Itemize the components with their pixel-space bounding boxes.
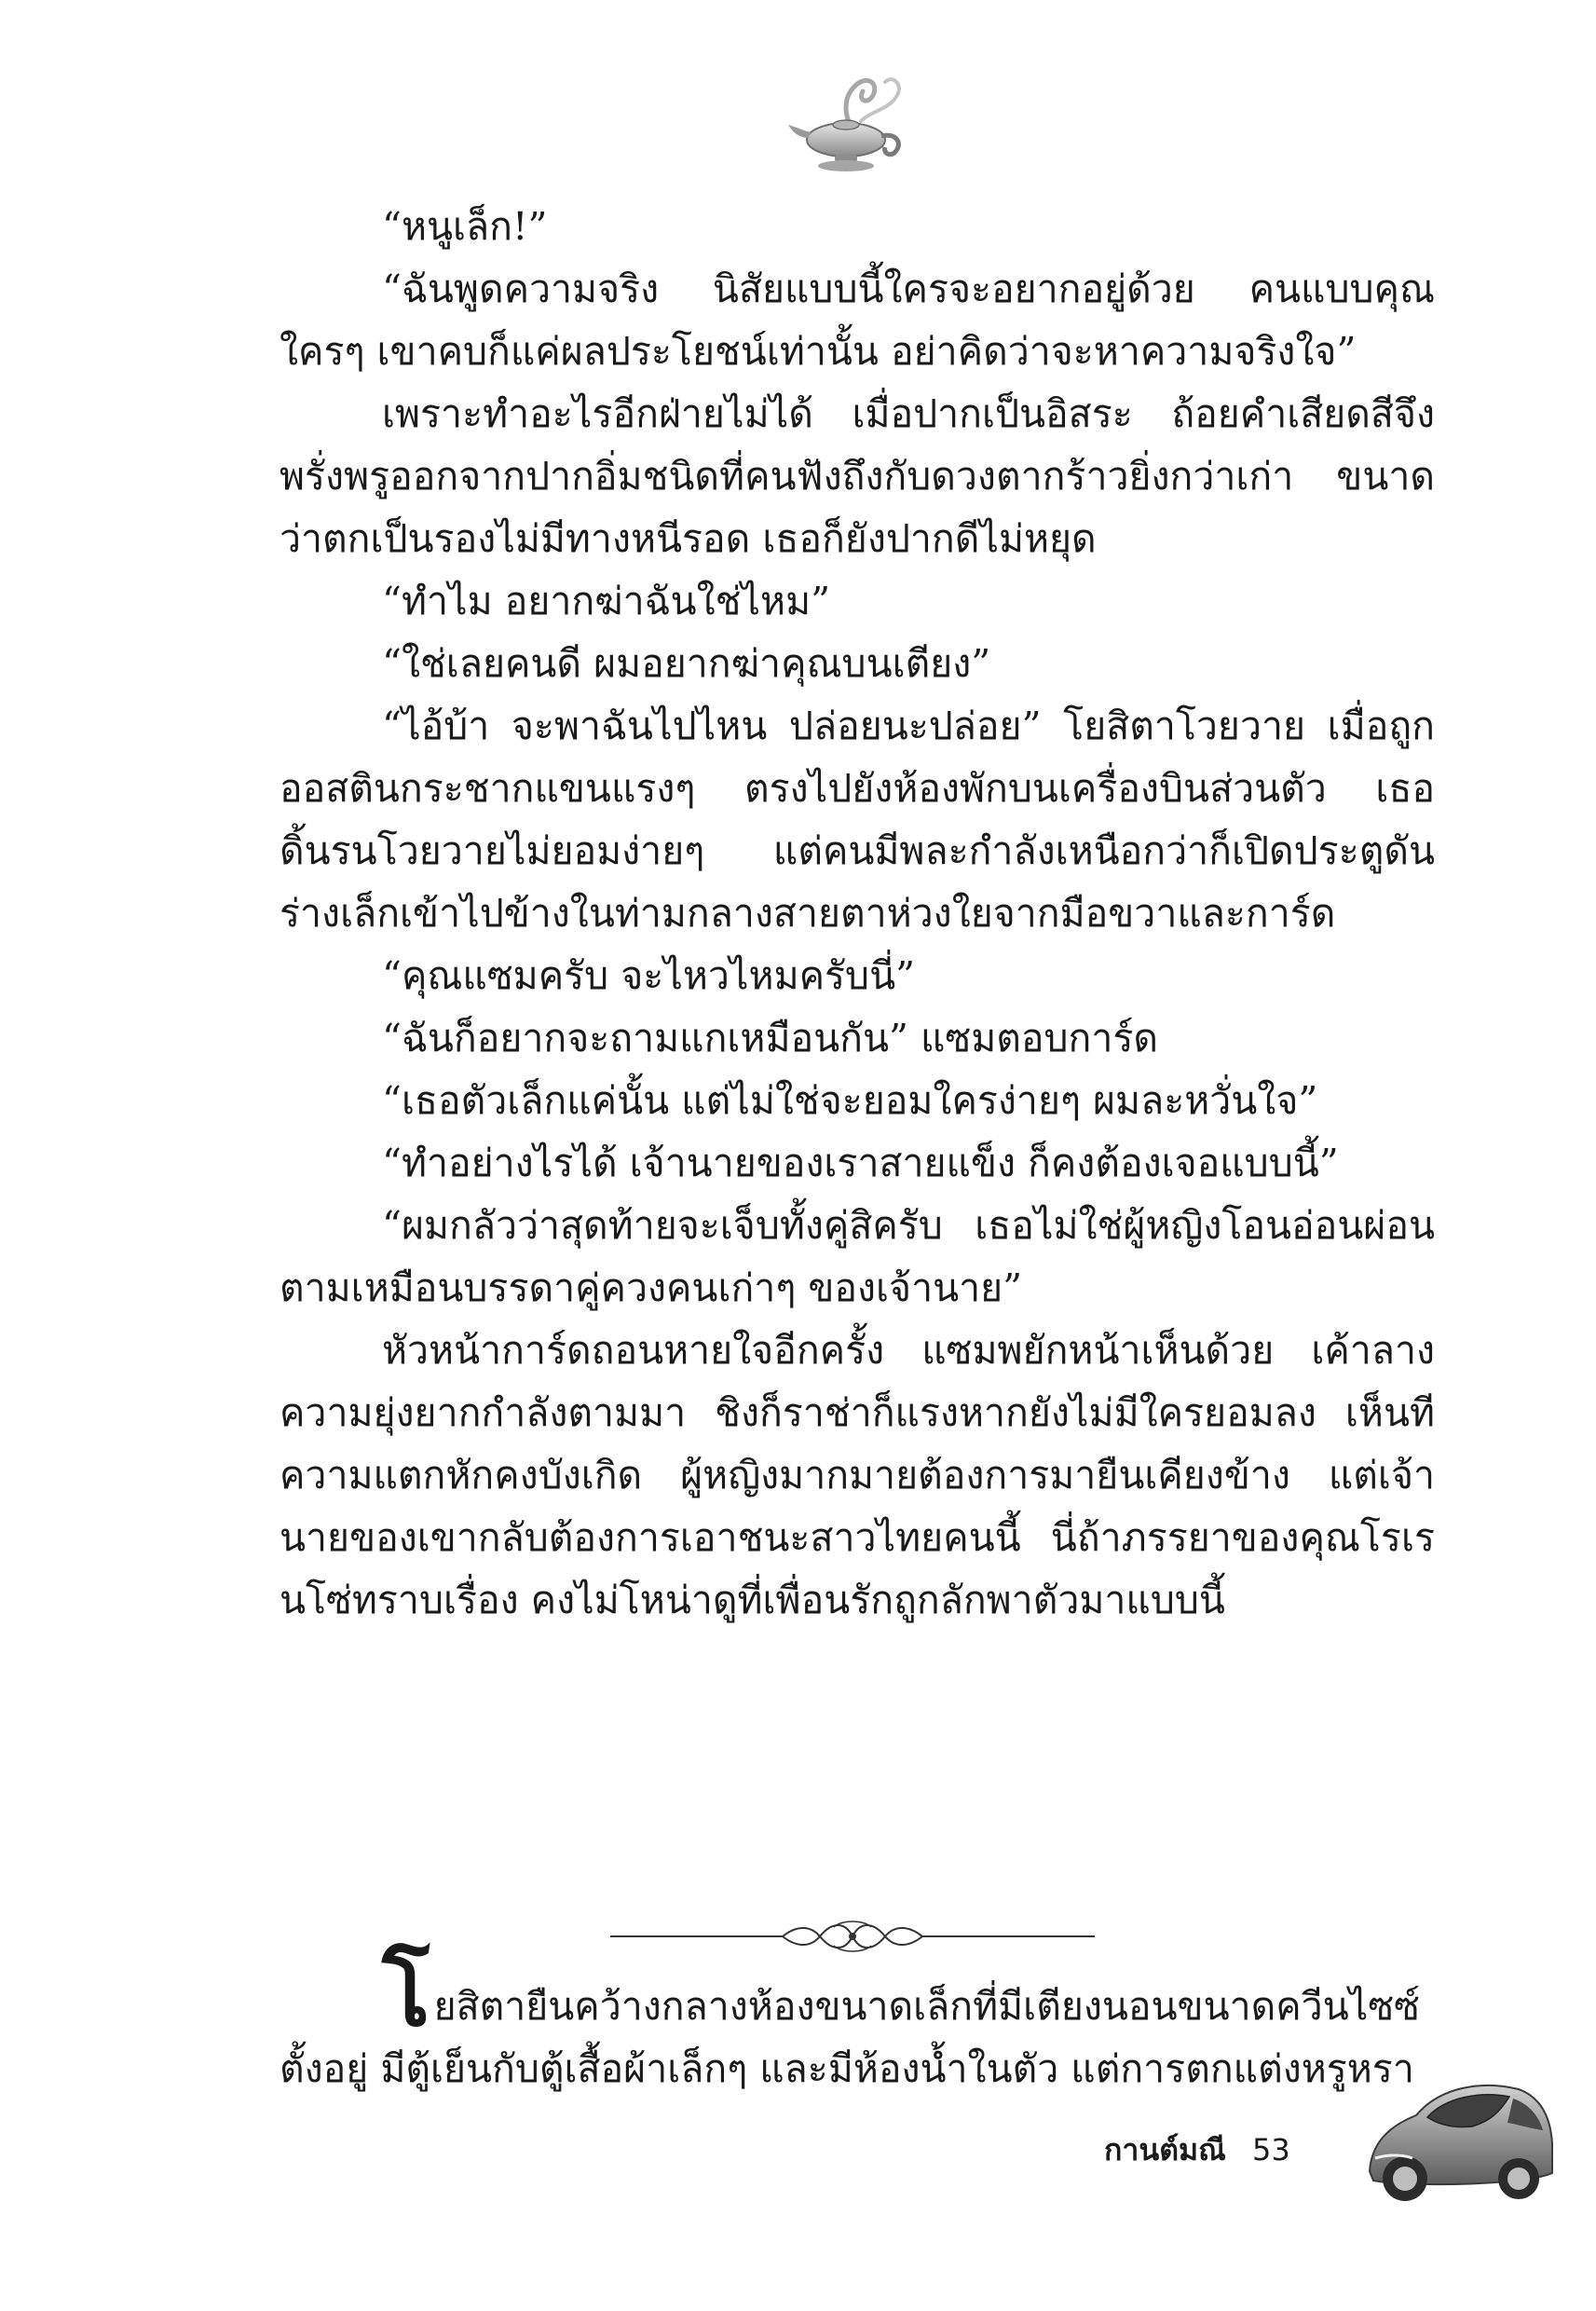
paragraph: หัวหน้าการ์ดถอนหายใจอีกครั้ง แซมพยักหน้าเห็นด้วย เค้าลางความยุ่งยากกำลังตามมา ชิงก็ราช่าก็แรงหากยังไม่มีใครยอมลง เห็นทีความแตกหักคงบังเกิด ผู้หญิงมากมายต้องการมายืนเคียงข้าง แต่เจ้านายของเขากลับต้องการเอาชนะสาวไทยคนนี้ นี่ถ้าภรรยาของคุณโรเรนโซ่ทราบเรื่อง คงไม่โหน่าดูที่เพื่อนรักถูกลักพาตัวมาแบบนี้ [280, 1328, 1435, 1622]
paragraph: “คุณแซมครับ จะไหวไหมครับนี่” [382, 953, 916, 998]
book-title: กานต์มณี [1104, 2132, 1226, 2167]
paragraph: “ฉันก็อยากจะถามแกเหมือนกัน” แซมตอบการ์ด [382, 1016, 1159, 1060]
body-text [280, 196, 1435, 1632]
paragraph: “เธอตัวเล็กแค่นั้น แต่ไม่ใช่จะยอมใครง่ายๆ ผมละหวั่นใจ” [382, 1078, 1318, 1123]
paragraph: “ไอ้บ้า จะพาฉันไปไหน ปล่อยนะปล่อย” โยสิตาโวยวาย เมื่อถูกออสตินกระชากแขนแรงๆ ตรงไปยังห้องพักบนเครื่องบินส่วนตัว เธอดิ้นรนโวยวายไม่ยอมง่ายๆ แต่คนมีพละกำลังเหนือกว่าก็เปิดประตูดันร่างเล็กเข้าไปข้างในท่ามกลางสายตาห่วงใยจากมือขวาและการ์ด [280, 704, 1435, 936]
dropcap-text: ยสิตายืนคว้างกลางห้องขนาดเล็กที่มีเตียงนอนขนาดควีนไซซ์ตั้งอยู่ มีตู้เย็นกับตู้เสื้อผ้าเล็กๆ และมีห้องน้ำในตัว แต่การตกแต่งหรูหรา [280, 1984, 1420, 2091]
ornament-divider-icon [610, 1918, 1095, 1955]
page-footer [1104, 2126, 1290, 2174]
paragraph: เพราะทำอะไรอีกฝ่ายไม่ได้ เมื่อปากเป็นอิสระ ถ้อยคำเสียดสีจึงพรั่งพรูออกจากปากอิ่มชนิดที่คนฟังถึงกับดวงตากร้าวยิ่งกว่าเก่า ขนาดว่าตกเป็นรองไม่มีทางหนีรอด เธอก็ยังปากดีไม่หยุด [280, 391, 1435, 561]
car-icon [1360, 2069, 1556, 2218]
dropcap-letter: โ [382, 1941, 430, 2046]
paragraph: “ทำไม อยากฆ่าฉันใช่ไหม” [382, 579, 831, 623]
dropcap-paragraph [280, 1941, 1435, 2100]
paragraph: “ผมกลัวว่าสุดท้ายจะเจ็บทั้งคู่สิครับ เธอไม่ใช่ผู้หญิงโอนอ่อนผ่อนตามเหมือนบรรดาคู่ควงคนเก่าๆ ของเจ้านาย” [280, 1203, 1435, 1310]
paragraph: “ทำอย่างไรได้ เจ้านายของเราสายแข็ง ก็คงต้องเจอแบบนี้” [382, 1141, 1339, 1185]
paragraph: “ใช่เลยคนดี ผมอยากฆ่าคุณบนเตียง” [382, 641, 991, 686]
page-number: 53 [1251, 2132, 1290, 2167]
paragraph: “ฉันพูดความจริง นิสัยแบบนี้ใครจะอยากอยู่ด้วย คนแบบคุณใครๆ เขาคบก็แค่ผลประโยชน์เท่านั้น อย่าคิดว่าจะหาความจริงใจ” [280, 267, 1435, 374]
genie-lamp-icon [788, 65, 919, 177]
paragraph: “หนูเล็ก!” [382, 204, 548, 249]
